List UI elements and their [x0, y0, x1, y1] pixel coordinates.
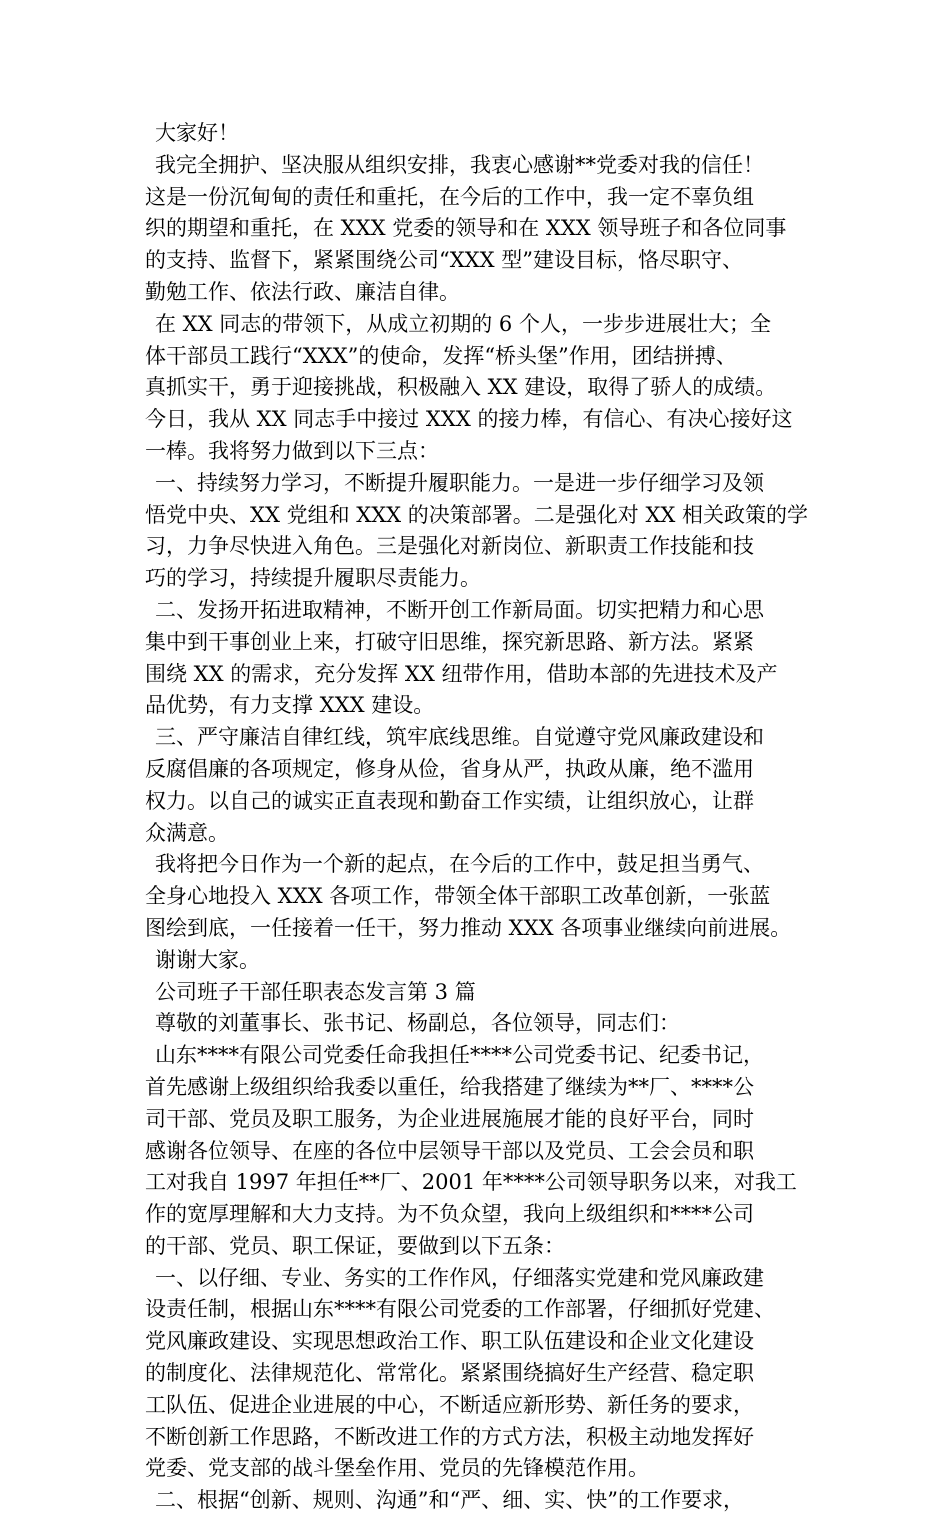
text-line: 体干部员工践行“XXX”的使命，发挥“桥头堡”作用，团结拼搏、 — [145, 343, 737, 368]
text-line: 三、严守廉洁自律红线，筑牢底线思维。自觉遵守党风廉政建设和 — [155, 725, 764, 750]
text-line: 不断创新工作思路，不断改进工作的方式方法，积极主动地发挥好 — [145, 1424, 754, 1449]
text-line: 今日，我从 XX 同志手中接过 XXX 的接力棒，有信心、有决心接好这 — [145, 407, 793, 432]
text-line: 感谢各位领导、在座的各位中层领导干部以及党员、工会会员和职 — [145, 1138, 754, 1163]
text-line: 党委、党支部的战斗堡垒作用、党员的先锋模范作用。 — [145, 1456, 649, 1481]
text-line: 的支持、监督下，紧紧围绕公司“XXX 型”建设目标，恪尽职守、 — [145, 248, 743, 273]
text-line: 品优势，有力支撑 XXX 建设。 — [145, 693, 435, 718]
text-line: 公司班子干部任职表态发言第 3 篇 — [155, 979, 476, 1004]
text-line: 一、以仔细、专业、务实的工作作风，仔细落实党建和党风廉政建 — [155, 1265, 764, 1290]
text-line: 二、根据“创新、规则、沟通”和“严、细、实、快”的工作要求， — [155, 1488, 744, 1513]
text-line: 大家好！ — [155, 121, 239, 145]
text-line: 谢谢大家。 — [155, 947, 260, 972]
text-line: 设责任制，根据山东****有限公司党委的工作部署，仔细抓好党建、 — [145, 1297, 775, 1322]
text-line: 我将把今日作为一个新的起点，在今后的工作中，鼓足担当勇气、 — [155, 852, 764, 877]
text-line: 工队伍、促进企业进展的中心，不断适应新形势、新任务的要求， — [145, 1392, 754, 1417]
text-line: 我完全拥护、坚决服从组织安排，我衷心感谢**党委对我的信任！ — [155, 152, 764, 177]
text-line: 工对我自 1997 年担任**厂、2001 年****公司领导职务以来，对我工 — [145, 1170, 797, 1195]
text-line: 集中到干事创业上来，打破守旧思维，探究新思路、新方法。紧紧 — [145, 629, 754, 654]
text-line: 这是一份沉甸甸的责任和重托，在今后的工作中，我一定不辜负组 — [145, 184, 754, 209]
text-line: 巧的学习，持续提升履职尽责能力。 — [145, 566, 481, 591]
text-line: 在 XX 同志的带领下，从成立初期的 6 个人，一步步进展壮大；全 — [155, 311, 771, 336]
text-line: 尊敬的刘董事长、张书记、杨副总，各位领导，同志们： — [155, 1011, 680, 1036]
text-line: 围绕 XX 的需求，充分发挥 XX 纽带作用，借助本部的先进技术及产 — [145, 661, 778, 686]
text-line: 反腐倡廉的各项规定，修身从俭，省身从严，执政从廉，绝不滥用 — [145, 756, 754, 781]
text-line: 山东****有限公司党委任命我担任****公司党委书记、纪委书记， — [155, 1043, 764, 1068]
text-line: 党风廉政建设、实现思想政治工作、职工队伍建设和企业文化建设 — [145, 1329, 754, 1354]
text-line: 作的宽厚理解和大力支持。为不负众望，我向上级组织和****公司 — [145, 1202, 754, 1227]
document-page — [145, 118, 825, 1517]
text-line: 首先感谢上级组织给我委以重任，给我搭建了继续为**厂、****公 — [145, 1074, 754, 1099]
text-line: 真抓实干，勇于迎接挑战，积极融入 XX 建设，取得了骄人的成绩。 — [145, 375, 777, 400]
text-line: 权力。以自己的诚实正直表现和勤奋工作实绩，让组织放心，让群 — [145, 788, 754, 813]
text-line: 二、发扬开拓进取精神，不断开创工作新局面。切实把精力和心思 — [155, 597, 764, 622]
text-line: 的干部、党员、职工保证，要做到以下五条： — [145, 1233, 565, 1258]
text-line: 习，力争尽快进入角色。三是强化对新岗位、新职责工作技能和技 — [145, 534, 754, 559]
text-line: 一、持续努力学习，不断提升履职能力。一是进一步仔细学习及领 — [155, 470, 764, 495]
text-line: 的制度化、法律规范化、常常化。紧紧围绕搞好生产经营、稳定职 — [145, 1361, 754, 1386]
text-line: 织的期望和重托，在 XXX 党委的领导和在 XXX 领导班子和各位同事 — [145, 216, 787, 241]
text-line: 众满意。 — [145, 820, 229, 845]
text-line: 勤勉工作、依法行政、廉洁自律。 — [145, 279, 460, 304]
text-line: 悟党中央、XX 党组和 XXX 的决策部署。二是强化对 XX 相关政策的学 — [145, 502, 809, 527]
text-line: 司干部、党员及职工服务，为企业进展施展才能的良好平台，同时 — [145, 1106, 754, 1131]
document-body — [145, 118, 825, 1517]
text-line: 图绘到底，一任接着一任干，努力推动 XXX 各项事业继续向前进展。 — [145, 915, 792, 940]
text-line: 全身心地投入 XXX 各项工作，带领全体干部职工改革创新，一张蓝 — [145, 884, 771, 909]
text-line: 一棒。我将努力做到以下三点： — [145, 438, 439, 463]
